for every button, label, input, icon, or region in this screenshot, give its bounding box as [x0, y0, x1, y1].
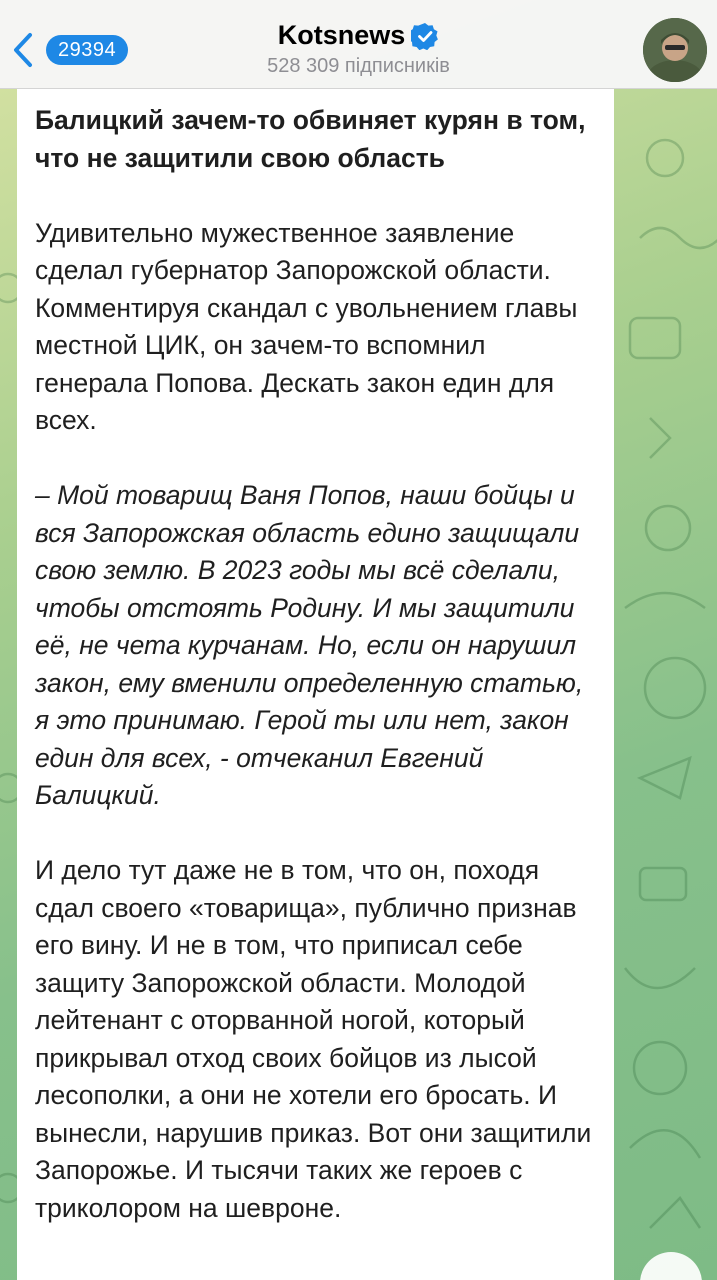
post-body: [35, 102, 603, 1265]
channel-name: Kotsnews: [277, 20, 406, 50]
post-quote: – Мой товарищ Ваня Попов, наши бойцы и вся Запорожская область едино защищали свою землю. В 2023 годы мы всё сделали, чтобы отстоять Родину. И мы защитили её, не чета курчанам. Но, если он нарушил закон, ему вменили определенную статью, я это принимаю. Герой ты или нет, закон един для всех, - отчеканил Евгений Балицкий.: [35, 480, 584, 810]
post-paragraph: Удивительно мужественное заявление сделал губернатор Запорожской области. Комментируя скандал с увольнением главы местной ЦИК, он зачем-то вспомнил генерала Попова. Дескать закон един для всех.: [35, 217, 578, 435]
chat-header: [0, 0, 717, 89]
post-headline: Балицкий зачем-то обвиняет курян в том, что не защитили свою область: [35, 105, 586, 173]
back-button[interactable]: [8, 30, 128, 70]
chevron-left-icon: [8, 30, 38, 70]
channel-title-block[interactable]: [170, 20, 547, 78]
post-paragraph: И дело тут даже не в том, что он, походя сдал своего «товарища», публично признав его вину. И не в том, что приписал себе защиту Запорожской области. Молодой лейтенант с оторванной ногой, который прикрывал отход своих бойцов из лысой лесополки, а они не хотели его бросать. И вынесли, нарушив приказ. Вот они защитили Запорожье. И тысячи таких же героев с триколором на шевроне.: [35, 855, 592, 1223]
verified-badge-icon: [411, 22, 439, 50]
channel-post-bubble: [17, 88, 614, 1280]
subscriber-count: 528 309 підписників: [267, 55, 450, 77]
unread-count-badge: 29394: [46, 35, 128, 65]
channel-avatar[interactable]: [643, 18, 707, 82]
